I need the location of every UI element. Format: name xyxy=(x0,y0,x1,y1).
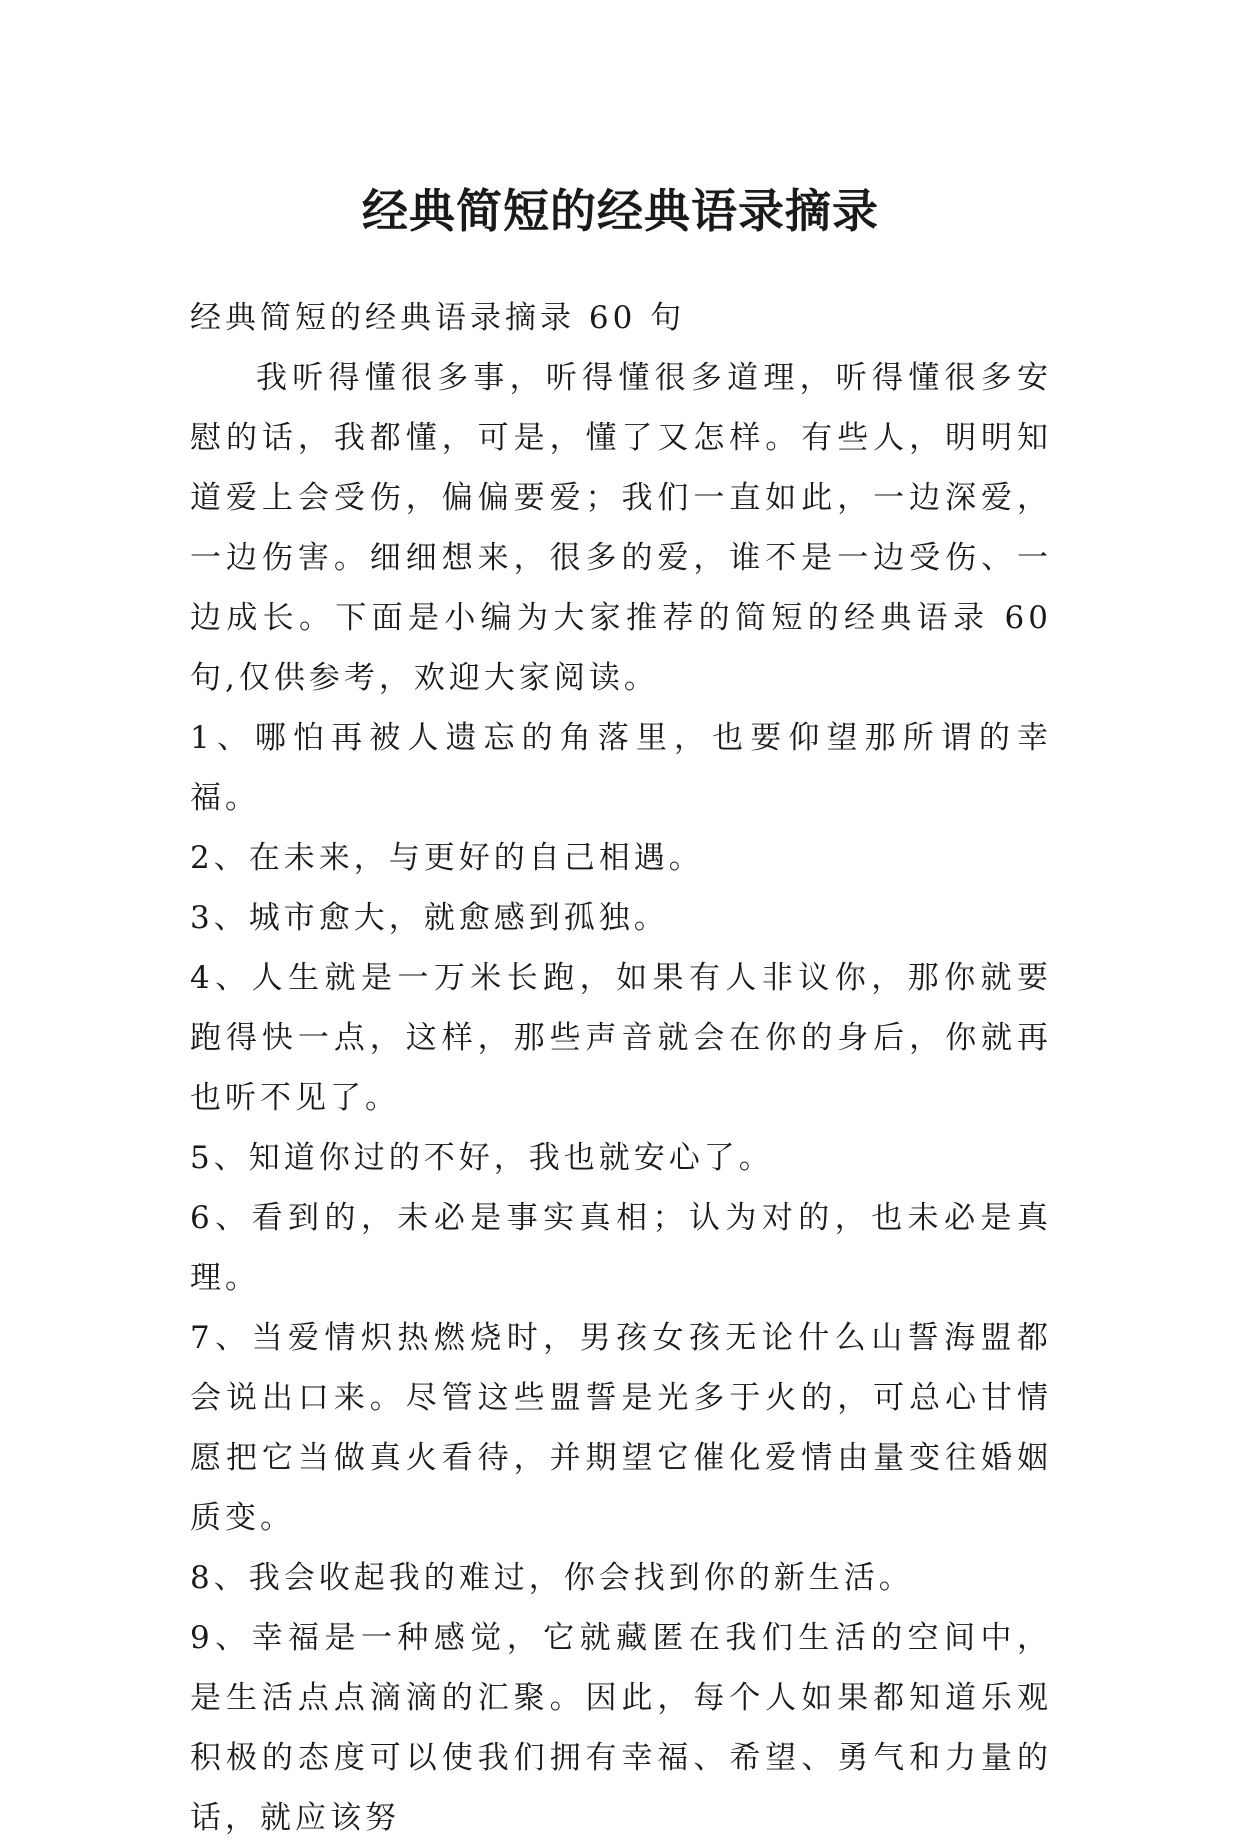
document-subtitle: 经典简短的经典语录摘录 60 句 xyxy=(190,300,686,336)
quote-item: 1、哪怕再被人遗忘的角落里，也要仰望那所谓的幸福。 xyxy=(190,720,1052,816)
quote-item: 6、看到的，未必是事实真相；认为对的，也未必是真理。 xyxy=(190,1200,1052,1296)
quote-item: 4、人生就是一万米长跑，如果有人非议你，那你就要跑得快一点，这样，那些声音就会在你的身后，你就再也听不见了。 xyxy=(190,960,1052,1116)
document-title: 经典简短的经典语录摘录 xyxy=(362,183,879,238)
quote-item: 2、在未来，与更好的自己相遇。 xyxy=(190,840,704,876)
quote-item: 8、我会收起我的难过，你会找到你的新生活。 xyxy=(190,1560,914,1596)
document-body xyxy=(190,288,1052,1848)
quote-item: 7、当爱情炽热燃烧时，男孩女孩无论什么山誓海盟都会说出口来。尽管这些盟誓是光多于火的，可总心甘情愿把它当做真火看待，并期望它催化爱情由量变往婚姻质变。 xyxy=(190,1320,1052,1536)
quote-item: 9、幸福是一种感觉，它就藏匿在我们生活的空间中，是生活点点滴滴的汇聚。因此，每个人如果都知道乐观积极的态度可以使我们拥有幸福、希望、勇气和力量的话，就应该努 xyxy=(190,1620,1052,1836)
intro-paragraph: 我听得懂很多事，听得懂很多道理，听得懂很多安慰的话，我都懂，可是，懂了又怎样。有些人，明明知道爱上会受伤，偏偏要爱；我们一直如此，一边深爱，一边伤害。细细想来，很多的爱，谁不是一边受伤、一边成长。下面是小编为大家推荐的简短的经典语录 60 句,仅供参考，欢迎大家阅读。 xyxy=(190,360,1052,696)
quote-item: 3、城市愈大，就愈感到孤独。 xyxy=(190,900,669,936)
quote-item: 5、知道你过的不好，我也就安心了。 xyxy=(190,1140,774,1176)
